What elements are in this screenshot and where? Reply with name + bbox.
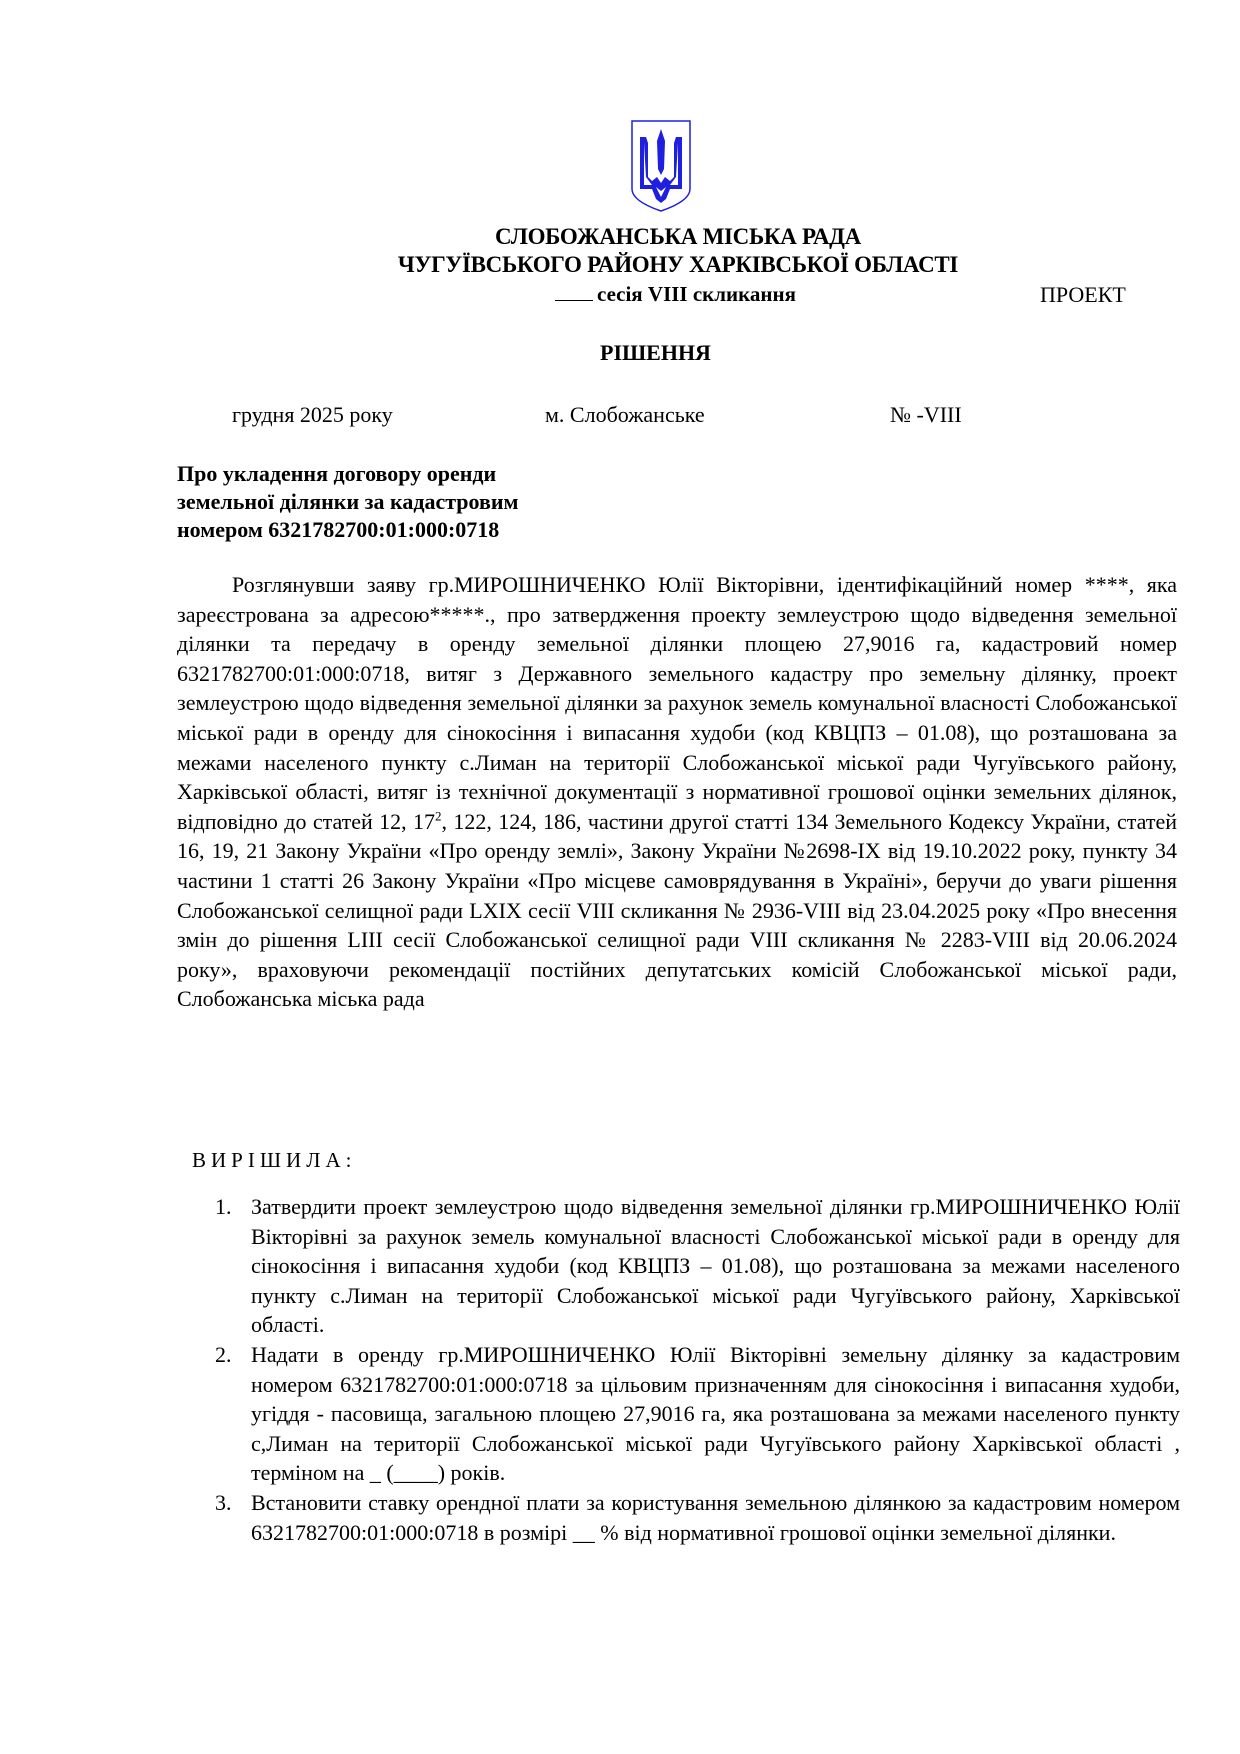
preamble-text-part2: , 122, 124, 186, частини другої статті 134 Земельного Кодексу України, статей 16, 19, 21 Закону України «Про оренду землі», Закону України №2698-IX від 19.10.2022 року, пункту 34 частини 1 статті 26 Закону України «Про місцеве самоврядування в Україні», беручи до уваги рішення Слобожанської селищної ради LXIX сесії VIII скликання № 2936-VIII від 23.04.2025 року «Про внесення змін до рішення LIII сесії Слобожанської селищної ради VIII скликання № 2283-VIII від 20.06.2024 року», враховуючи рекомендації постійних депутатських комісій Слобожанської міської ради, Слобожанська міська рада: [177, 808, 1177, 1012]
decision-date: грудня 2025 року: [232, 402, 393, 427]
decision-item: [215, 1488, 1180, 1547]
session-line: [555, 282, 796, 307]
subject-line: Про укладення договору оренди: [177, 461, 497, 486]
decision-item-number: 3.: [215, 1489, 232, 1515]
subject-line: земельної ділянки за кадастровим: [177, 489, 519, 514]
district-name: ЧУГУЇВСЬКОГО РАЙОНУ ХАРКІВСЬКОЇ ОБЛАСТІ: [397, 252, 959, 277]
decision-item-number: 2.: [215, 1341, 232, 1367]
draft-label: ПРОЕКТ: [1040, 282, 1126, 307]
decision-item: [215, 1340, 1180, 1488]
council-name: СЛОБОЖАНСЬКА МІСЬКА РАДА: [495, 224, 861, 249]
decision-list: [215, 1192, 1180, 1547]
subject-line: номером 6321782700:01:000:0718: [177, 517, 500, 542]
decision-item-number: 1.: [215, 1194, 232, 1219]
document-title: РІШЕННЯ: [600, 340, 711, 365]
trident-coat-of-arms-icon: [630, 119, 692, 213]
decision-item: [215, 1192, 1180, 1340]
decision-city: м. Слобожанське: [545, 402, 705, 427]
decision-subject: [177, 460, 519, 544]
session-label: сесія VIII скликання: [597, 282, 796, 306]
session-number-blank: [555, 282, 593, 301]
decision-number: № -VIII: [890, 402, 962, 427]
preamble-superscript: 2: [435, 808, 442, 824]
decision-item-text: Встановити ставку орендної плати за користування земельною ділянкою за кадастровим номером 6321782700:01:000:0718 в розмірі __ % від нормативної грошової оцінки земельної ділянки.: [251, 1489, 1180, 1545]
preamble-paragraph: [177, 570, 1177, 1014]
preamble-text-part1: Розглянувши заяву гр.МИРОШНИЧЕНКО Юлії Вікторівни, ідентифікаційний номер ****, яка зареєстрована за адресою*****., про затвердження проекту землеустрою щодо відведення земельної ділянки та передачу в оренду земельної ділянки площею 27,9016 га, кадастровий номер 6321782700:01:000:0718, витяг з Державного земельного кадастру про земельну ділянку, проект землеустрою щодо відведення земельної ділянки за рахунок земель комунальної власності Слобожанської міської ради в оренду для сінокосіння і випасання худоби (код КВЦПЗ – 01.08), що розташована за межами населеного пункту с.Лиман на території Слобожанської міської ради Чугуївського району, Харківської області, витяг із технічної документації з нормативної грошової оцінки земельних ділянок, відповідно до статей 12, 17: [177, 572, 1177, 834]
decision-item-text: Надати в оренду гр.МИРОШНИЧЕНКО Юлії Вікторівні земельну ділянку за кадастровим номером 6321782700:01:000:0718 за цільовим призначенням для сінокосіння і випасання худоби, угіддя - пасовища, загальною площею 27,9016 га, яка розташована за межами населеного пункту с,Лиман на території Слобожанської міської ради Чугуївського району Харківської області , терміном на _ (____) років.: [251, 1341, 1180, 1486]
decision-item-text: Затвердити проект землеустрою щодо відведення земельної ділянки гр.МИРОШНИЧЕНКО Юлії Вікторівні за рахунок земель комунальної власності Слобожанської міської ради в оренду для сінокосіння і випасання худоби (код КВЦПЗ – 01.08), що розташована за межами населеного пункту с.Лиман на території Слобожанської міської ради Чугуївського району, Харківської області.: [251, 1194, 1180, 1338]
decided-heading: ВИРІШИЛА:: [192, 1148, 357, 1172]
